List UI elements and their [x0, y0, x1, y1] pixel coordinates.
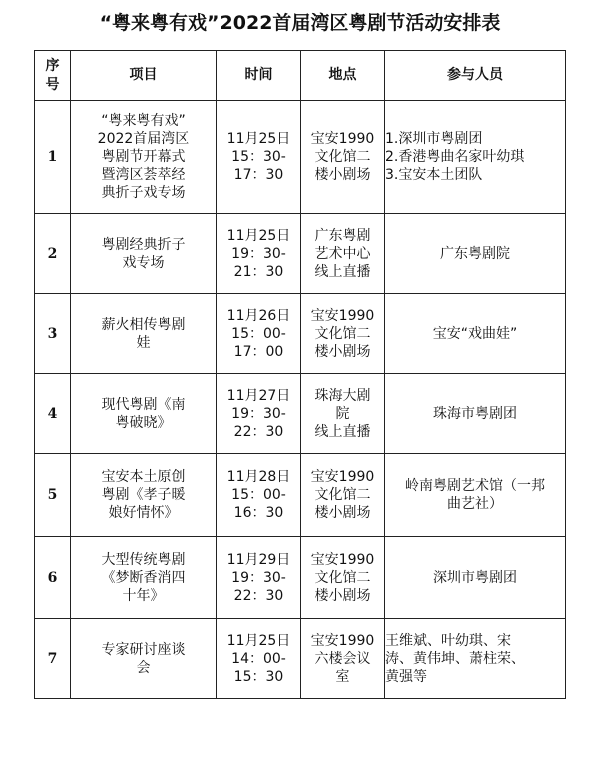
item-cell-line: 《梦断香消四 [101, 569, 186, 586]
people-cell-line: 3.宝安本土团队 [385, 167, 483, 183]
place-cell-line: 广东粤剧 [314, 227, 371, 244]
item-cell-line: 娘好情怀》 [108, 505, 179, 521]
time-cell-line: 17：00 [233, 343, 284, 360]
header-no-line2: 号 [45, 76, 60, 93]
place-cell-line: 宝安1990 [310, 131, 375, 147]
table-row [35, 374, 566, 454]
place-cell-line: 文化馆二 [314, 325, 371, 342]
time-cell-line: 19：30- [231, 569, 286, 586]
table-body [35, 101, 566, 699]
item-cell-line: 宝安本土原创 [101, 469, 186, 485]
table-row [35, 101, 566, 214]
people-cell [385, 214, 566, 294]
time-cell-line: 16：30 [233, 505, 284, 521]
place-cell-line: 六楼会议 [314, 650, 371, 667]
place-cell-line: 线上直播 [314, 263, 371, 280]
people-cell-line: 1.深圳市粤剧团 [385, 131, 483, 147]
time-cell-line: 19：30- [231, 245, 286, 262]
table-row [35, 537, 566, 619]
people-cell-line: 珠海市粤剧团 [433, 405, 517, 422]
item-cell-line: 戏专场 [122, 254, 165, 271]
place-cell-line: 宝安1990 [310, 551, 375, 568]
header-place: 地点 [301, 51, 385, 101]
place-cell-line: 线上直播 [314, 423, 371, 440]
header-item: 项目 [71, 51, 217, 101]
place-cell-line: 楼小剧场 [314, 167, 371, 183]
time-cell-line: 17：30 [233, 167, 284, 183]
item-cell-line: 粤剧节开幕式 [101, 149, 186, 165]
place-cell-line: 文化馆二 [314, 569, 371, 586]
item-cell [71, 214, 217, 294]
time-cell-line: 19：30- [231, 405, 286, 422]
time-cell [217, 214, 301, 294]
table-header-row [35, 51, 566, 101]
table-row [35, 294, 566, 374]
item-cell [71, 294, 217, 374]
document-title: “粤来粤有戏”2022首届湾区粤剧节活动安排表 [99, 12, 501, 34]
time-cell [217, 454, 301, 537]
place-cell-line: 文化馆二 [314, 149, 371, 165]
people-cell [385, 294, 566, 374]
people-cell-line: 岭南粤剧艺术馆（一邦 [405, 478, 545, 494]
item-cell-line: 大型传统粤剧 [101, 551, 186, 568]
people-cell-line: 黄强等 [385, 668, 427, 685]
people-cell-line: 王维斌、叶幼琪、宋 [385, 632, 511, 649]
item-cell [71, 101, 217, 214]
row-number: 4 [35, 374, 71, 454]
item-cell-line: 粤破晓》 [115, 414, 172, 431]
time-cell-line: 11月29日 [226, 551, 291, 568]
item-cell-line: 会 [136, 659, 151, 676]
time-cell-line: 14：00- [231, 650, 286, 667]
people-cell-line: 宝安“戏曲娃” [432, 325, 518, 342]
item-cell-line: 2022首届湾区 [97, 131, 190, 147]
schedule-table [34, 50, 566, 699]
item-cell-line: 现代粤剧《南 [101, 396, 186, 413]
people-cell [385, 454, 566, 537]
time-cell [217, 374, 301, 454]
time-cell [217, 619, 301, 699]
time-cell [217, 101, 301, 214]
place-cell-line: 宝安1990 [310, 469, 375, 485]
row-number: 5 [35, 454, 71, 537]
place-cell-line: 楼小剧场 [314, 343, 371, 360]
place-cell-line: 珠海大剧 [314, 387, 371, 404]
time-cell-line: 15：30- [231, 149, 286, 165]
place-cell [301, 294, 385, 374]
time-cell-line: 15：30 [233, 668, 284, 685]
place-cell-line: 楼小剧场 [314, 587, 371, 604]
row-number: 1 [35, 101, 71, 214]
item-cell-line: 典折子戏专场 [101, 185, 186, 201]
item-cell-line: 暨湾区荟萃经 [101, 167, 186, 183]
time-cell-line: 11月26日 [226, 307, 291, 324]
time-cell-line: 11月28日 [226, 469, 291, 485]
header-no [35, 51, 71, 101]
time-cell [217, 537, 301, 619]
place-cell-line: 院 [335, 405, 350, 422]
item-cell-line: 娃 [136, 334, 151, 351]
people-cell [385, 374, 566, 454]
item-cell-line: 粤剧经典折子 [101, 236, 186, 253]
place-cell [301, 619, 385, 699]
item-cell-line: 专家研讨座谈 [101, 641, 186, 658]
people-cell-line: 深圳市粤剧团 [433, 569, 517, 586]
header-no-line1: 序 [45, 57, 60, 74]
item-cell [71, 374, 217, 454]
time-cell-line: 11月25日 [226, 632, 291, 649]
people-cell-line: 曲艺社） [447, 496, 503, 512]
place-cell-line: 楼小剧场 [314, 505, 371, 521]
time-cell-line: 15：00- [231, 487, 286, 503]
item-cell-line: 十年》 [122, 587, 165, 604]
time-cell-line: 11月27日 [226, 387, 291, 404]
people-cell [385, 537, 566, 619]
item-cell-line: 薪火相传粤剧 [101, 316, 186, 333]
place-cell [301, 537, 385, 619]
place-cell [301, 374, 385, 454]
people-cell-line: 2.香港粤曲名家叶幼琪 [385, 149, 525, 165]
time-cell-line: 11月25日 [226, 227, 291, 244]
row-number: 6 [35, 537, 71, 619]
people-cell [385, 619, 566, 699]
time-cell-line: 15：00- [231, 325, 286, 342]
time-cell-line: 22：30 [233, 423, 284, 440]
row-number: 7 [35, 619, 71, 699]
place-cell-line: 文化馆二 [314, 487, 371, 503]
time-cell-line: 22：30 [233, 587, 284, 604]
place-cell [301, 101, 385, 214]
time-cell-line: 11月25日 [226, 131, 291, 147]
item-cell [71, 619, 217, 699]
people-cell [385, 101, 566, 214]
header-time: 时间 [217, 51, 301, 101]
row-number: 3 [35, 294, 71, 374]
header-people: 参与人员 [385, 51, 566, 101]
place-cell-line: 室 [335, 668, 350, 685]
item-cell [71, 454, 217, 537]
table-row [35, 214, 566, 294]
table-row [35, 454, 566, 537]
row-number: 2 [35, 214, 71, 294]
item-cell [71, 537, 217, 619]
time-cell-line: 21：30 [233, 263, 284, 280]
people-cell-line: 广东粤剧院 [440, 245, 510, 262]
people-cell-line: 涛、黄伟坤、萧柱荣、 [385, 650, 525, 667]
place-cell [301, 214, 385, 294]
item-cell-line: “粤来粤有戏” [101, 113, 186, 129]
place-cell-line: 宝安1990 [310, 307, 375, 324]
table-row [35, 619, 566, 699]
place-cell-line: 宝安1990 [310, 632, 375, 649]
item-cell-line: 粤剧《孝子暖 [101, 487, 186, 503]
place-cell-line: 艺术中心 [314, 245, 371, 262]
time-cell [217, 294, 301, 374]
place-cell [301, 454, 385, 537]
